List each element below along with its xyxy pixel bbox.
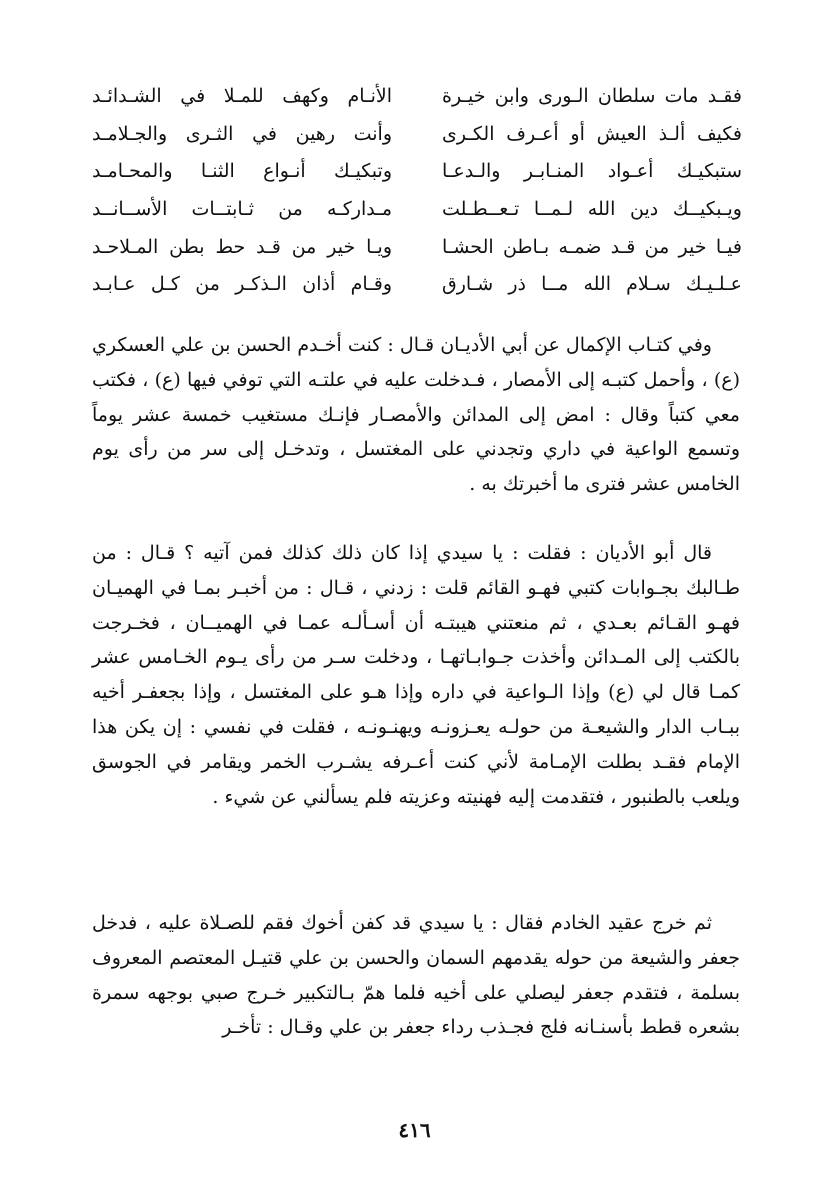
poem-verse [92,266,742,304]
poem-second-hemistich: مـداركـه من ثـابتــات الأســانــد [92,198,392,221]
poem-verse [92,228,742,266]
poem [92,78,742,304]
paragraph-text: قال أبو الأديان : فقلت : يا سيدي إذا كان ذلك كذلك فمن آتيه ؟ قـال : من طـالبك بجـوابات كتبي فهـو القائم قلت : زدني ، قـال : من أخبـر بمـا في الهميـان فهـو القـائم بعـدي ، ثم منعتني هيبتـه أن أسـألـه عمـا في الهميــان ، فخـرجت بالكتب إلى المـدائن وأخذت جـوابـاتهـا ، ودخلت سـر من رأى يـوم الخـامس عشر كمـا قال لي (ع) وإذا الـواعية في داره وإذا هـو على المغتسل ، وإذا بجعفـر أخيه ببـاب الدار والشيعـة من حولـه يعـزونـه ويهنـونـه ، فقلت في نفسي : إن يكن هذا الإمام فقـد بطلت الإمـامة لأني كنت أعـرفه يشـرب الخمر ويقامر في الجوسق ويلعب بالطنبور ، فتقدمت إليه فهنيته وعزيته فلم يسألني عن شيء . [92,542,740,808]
paragraph [92,536,740,814]
poem-verse [92,153,742,191]
paragraph [92,328,740,502]
poem-verse [92,191,742,229]
poem-first-hemistich: فيـا خير من قـد ضمـه بـاطن الحشـا [442,235,742,258]
poem-first-hemistich: ويـبكيــك دين الله لـمــا تـعــطـلت [442,198,742,221]
poem-first-hemistich: فكيف ألـذ العيش أو أعـرف الكـرى [442,122,742,145]
paragraph-text: وفي كتـاب الإكمال عن أبي الأديـان قـال : كنت أخـدم الحسن بن علي العسكري (ع) ، وأحمل كتبـه إلى الأمصار ، فـدخلت عليه في علتـه التي توفي فيها (ع) ، فكتب معي كتباً وقال : امض إلى المدائن والأمصـار فإنـك مستغيب خمسة عشر يوماً وتسمع الواعية في داري وتجدني على المغتسل ، وتدخـل إلى سر من رأى يوم الخامس عشر فترى ما أخبرتك به . [92,334,740,496]
page-number: ٤١٦ [398,1118,431,1142]
poem-second-hemistich: الأنـام وكهف للمـلا في الشـدائـد [92,85,392,108]
poem-first-hemistich: ستبكيـك أعـواد المنـابـر والـدعـا [442,160,742,183]
poem-second-hemistich: ويـا خير من قـد حط بطن المـلاحـد [92,235,392,258]
poem-first-hemistich: فقـد مات سلطان الـورى وابن خيـرة [442,85,742,108]
paragraph [92,906,740,1045]
poem-second-hemistich: وأنت رهين في الثـرى والجـلامـد [92,122,392,145]
poem-second-hemistich: وقـام أذان الـذكـر من كـل عـابـد [92,273,392,296]
poem-verse [92,78,742,116]
paragraph-text: ثم خرج عقيد الخادم فقال : يا سيدي قد كفن أخوك فقم للصـلاة عليه ، فدخل جعفر والشيعة من حوله يقدمهم السمان والحسن بن علي قتيـل المعتصم المعروف بسلمة ، فتقدم جعفر ليصلي على أخيه فلما همّ بـالتكبير خـرج صبي بوجهه سمرة بشعره قطط بأسنـانه فلج فجـذب رداء جعفر بن علي وقـال : تأخـر [92,912,740,1039]
poem-first-hemistich: عـلـيـك سـلام الله مــا ذر شـارق [442,273,742,296]
poem-verse [92,116,742,154]
poem-second-hemistich: وتبكيـك أنـواع الثنـا والمحـامـد [92,160,392,183]
